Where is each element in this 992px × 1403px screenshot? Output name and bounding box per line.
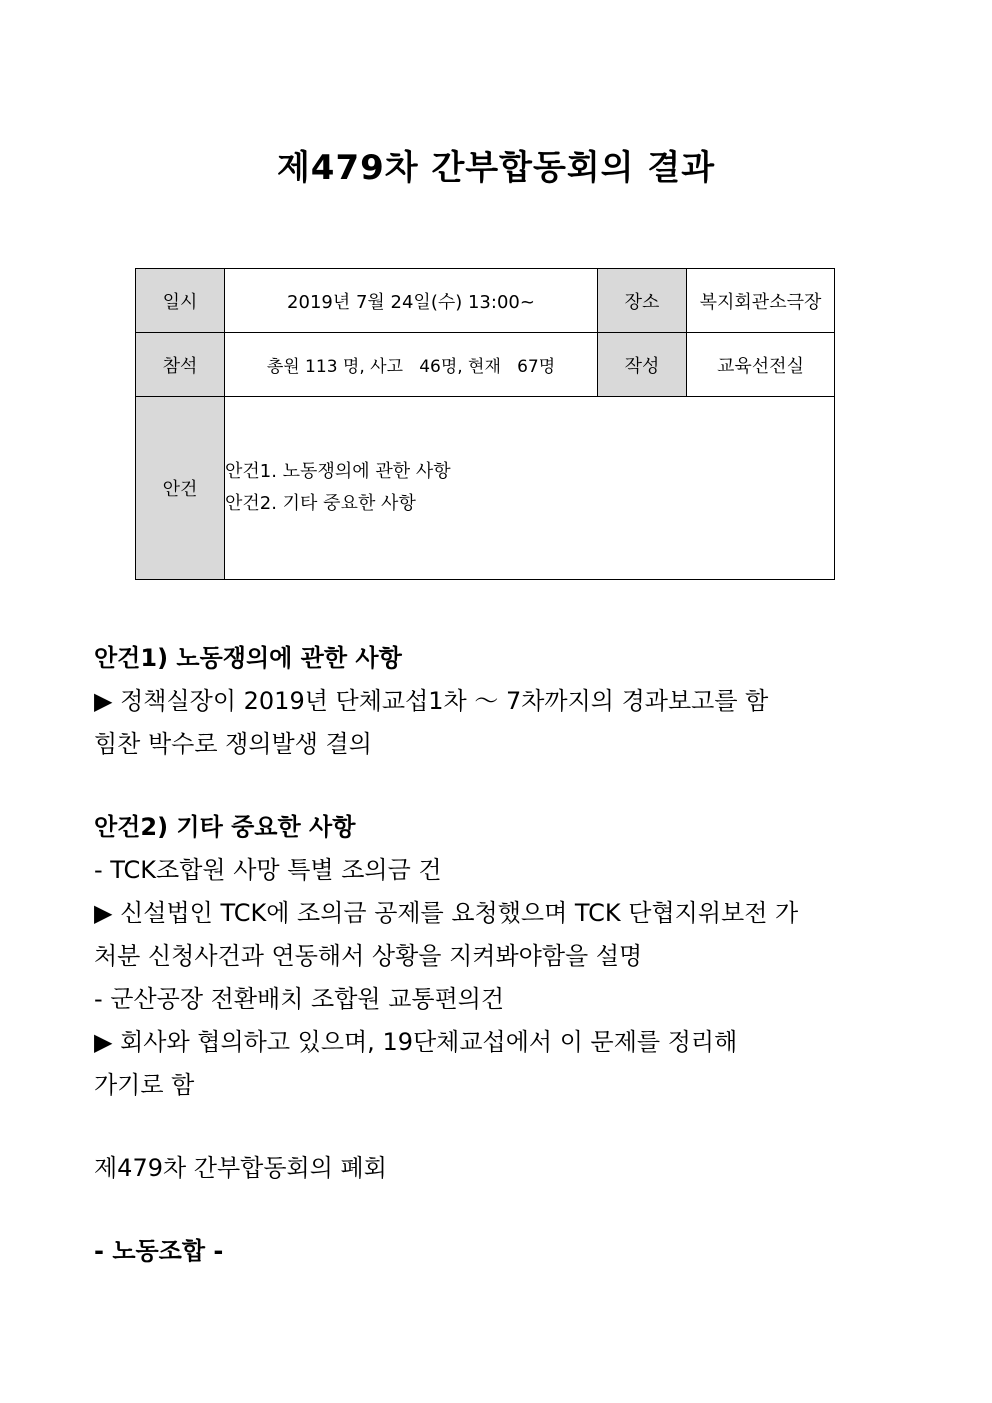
writer-value: 교육선전실 <box>687 333 835 397</box>
agenda-list <box>225 397 835 580</box>
place-label: 장소 <box>598 269 687 333</box>
place-value: 복지회관소극장 <box>687 269 835 333</box>
section1-heading: 안건1) 노동쟁의에 관한 사항 <box>94 644 402 672</box>
attendance-label: 참석 <box>136 333 225 397</box>
section1-line: 힘찬 박수로 쟁의발생 결의 <box>94 730 372 758</box>
agenda-item: 안건2. 기타 중요한 사항 <box>225 493 416 514</box>
signature: - 노동조합 - <box>94 1237 224 1265</box>
meeting-info-table <box>135 268 835 580</box>
date-value: 2019년 7월 24일(수) 13:00~ <box>225 269 598 333</box>
agenda-item: 안건1. 노동쟁의에 관한 사항 <box>225 461 451 482</box>
section1-line: ▶ 정책실장이 2019년 단체교섭1차 ～ 7차까지의 경과보고를 함 <box>94 687 769 715</box>
section2-line: - TCK조합원 사망 특별 조의금 건 <box>94 856 442 884</box>
closing-statement: 제479차 간부합동회의 폐회 <box>94 1154 387 1182</box>
section2-line: ▶ 신설법인 TCK에 조의금 공제를 요청했으며 TCK 단협지위보전 가 <box>94 899 799 927</box>
section2-heading: 안건2) 기타 중요한 사항 <box>94 813 356 841</box>
table-row <box>136 397 835 580</box>
writer-label: 작성 <box>598 333 687 397</box>
agenda-label: 안건 <box>136 397 225 580</box>
section2-line: ▶ 회사와 협의하고 있으며, 19단체교섭에서 이 문제를 정리해 <box>94 1028 738 1056</box>
section2-line: 가기로 함 <box>94 1071 195 1099</box>
table-row <box>136 269 835 333</box>
section2-line: - 군산공장 전환배치 조합원 교통편의건 <box>94 985 505 1013</box>
document-title: 제479차 간부합동회의 결과 <box>276 148 716 188</box>
date-label: 일시 <box>136 269 225 333</box>
section2-line: 처분 신청사건과 연동해서 상황을 지켜봐야함을 설명 <box>94 942 643 970</box>
table-row <box>136 333 835 397</box>
minutes-body <box>94 637 934 1273</box>
attendance-value: 총원 113 명, 사고 46명, 현재 67명 <box>225 333 598 397</box>
